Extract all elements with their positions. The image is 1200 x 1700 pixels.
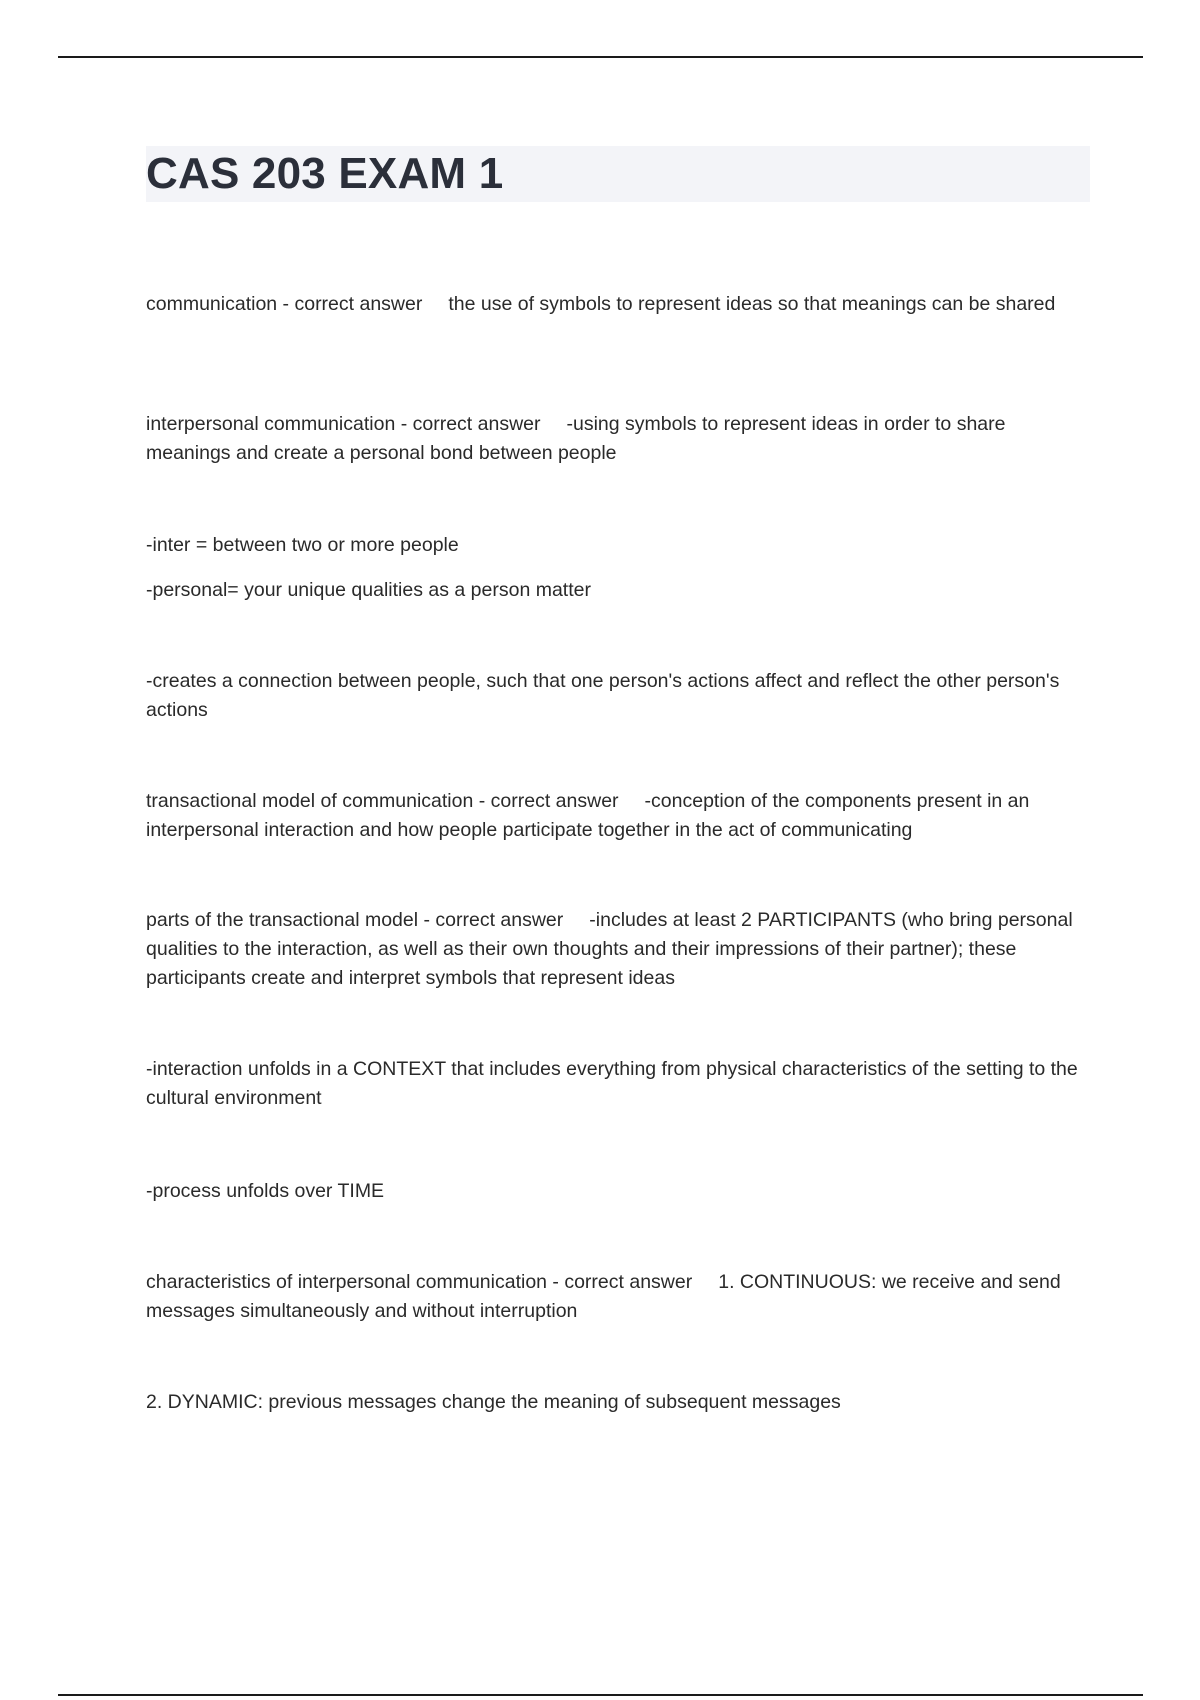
entry-transactional-model <box>146 787 1090 845</box>
entry-communication <box>146 290 1090 319</box>
note-personal: -personal= your unique qualities as a person matter <box>146 579 591 601</box>
note-connection: -creates a connection between people, such that one person's actions affect and reflect the other person's actions <box>146 670 1060 721</box>
note-dynamic: 2. DYNAMIC: previous messages change the meaning of subsequent messages <box>146 1391 841 1413</box>
entry-parts-transactional-model <box>146 906 1090 993</box>
document-title: CAS 203 EXAM 1 <box>146 149 504 198</box>
entry-characteristics <box>146 1268 1090 1326</box>
bottom-rule <box>58 1694 1143 1696</box>
top-rule <box>58 56 1143 58</box>
entry-definition: -conception of the components present in an interpersonal interaction and how people participate together in the act of communicating <box>146 790 1030 841</box>
entry-term: interpersonal communication - correct answer <box>146 413 541 435</box>
entry-term: transactional model of communication - correct answer <box>146 790 619 812</box>
entry-definition: 1. CONTINUOUS: we receive and send messages simultaneously and without interruption <box>146 1271 1061 1322</box>
entry-interpersonal-communication <box>146 410 1090 468</box>
entry-definition: -includes at least 2 PARTICIPANTS (who bring personal qualities to the interaction, as well as their own thoughts and their impressions of their partner); these participants create and interpret symbols that represent ideas <box>146 909 1073 989</box>
entry-term: communication - correct answer <box>146 293 423 315</box>
entry-definition: -using symbols to represent ideas in order to share meanings and create a personal bond between people <box>146 413 1006 464</box>
entry-definition: the use of symbols to represent ideas so that meanings can be shared <box>448 293 1056 315</box>
note-inter: -inter = between two or more people <box>146 534 459 556</box>
entry-term: parts of the transactional model - correct answer <box>146 909 564 931</box>
note-time: -process unfolds over TIME <box>146 1180 385 1202</box>
entry-term: characteristics of interpersonal communication - correct answer <box>146 1271 693 1293</box>
note-context: -interaction unfolds in a CONTEXT that includes everything from physical characteristics of the setting to the cultural environment <box>146 1058 1078 1109</box>
